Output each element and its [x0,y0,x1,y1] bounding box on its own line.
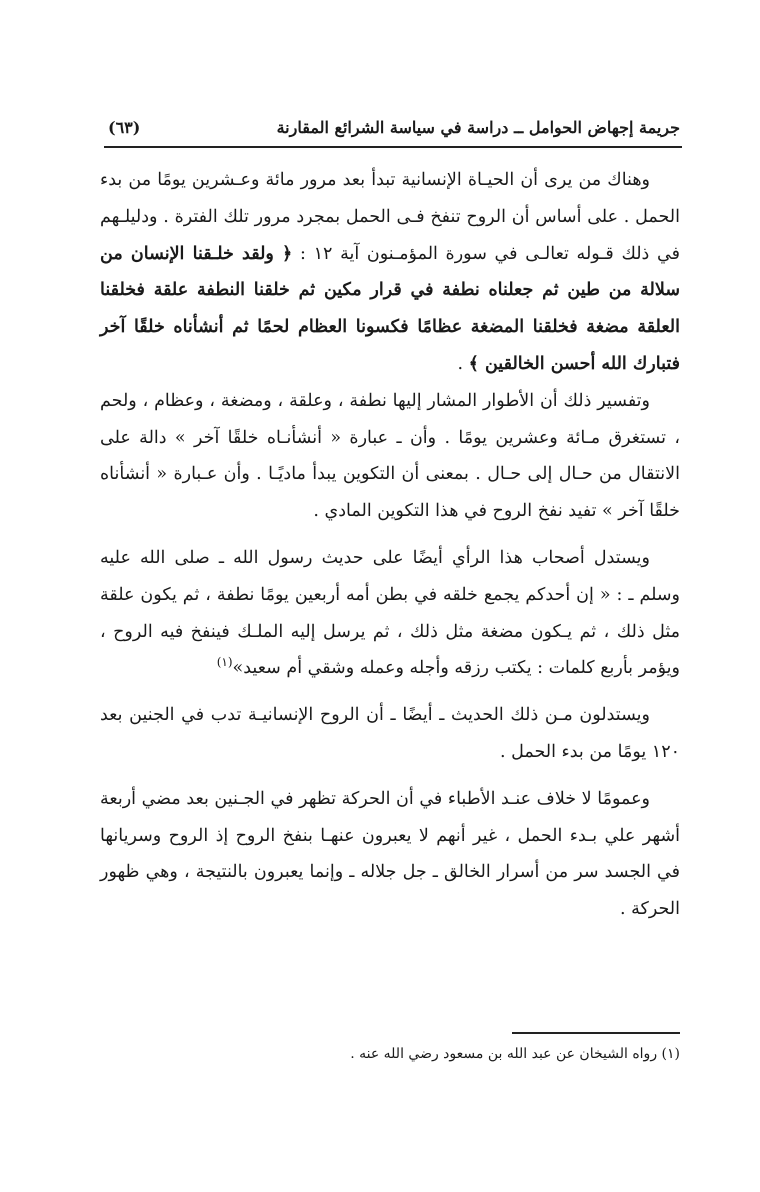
footnote: (١) رواه الشيخان عن عبد الله بن مسعود رضي الله عنه . [350,1046,680,1062]
paragraph-1-end: . [457,353,469,374]
paragraph-5: وعمومًا لا خلاف عنـد الأطباء في أن الحركة تظهر في الجـنين بعد مضي أربعة أشهر علي بـدء الحمل ، غير أنهم لا يعبرون عنهـا بنفخ الروح إذ الروح وسريانها في الجسد سر من أسرار الخالق ـ جل جلاله ـ وإنما يعبرون بالنتيجة ، وهي ظهور الحركة . [100,788,680,920]
paragraph-1 [100,162,680,383]
page-number: (٦٣) [108,117,141,137]
page-header [108,112,680,142]
footnote-divider [512,1032,680,1034]
header-divider [104,146,682,148]
quran-verse: ﴿ ولقد خلـقنا الإنسان من سلالة من طين ثم جعلناه نطفة في قرار مكين ثم خلقنا النطفة علقة فخلقنا العلقة مضغة فخلقنا المضغة عظامًا فكسونا العظام لحمًا ثم أنشأناه خلقًا آخر فتبارك الله أحسن الخالقين ﴾ [100,243,680,374]
footnote-marker: (١) [216,655,233,670]
hadith-text: ويستدل أصحاب هذا الرأي أيضًا على حديث رسول الله ـ صلى الله عليه وسلم ـ : « إن أحدكم يجمع خلقه في بطن أمه أربعين يومًا نطفة ، ثم يكون علقة مثل ذلك ، ثم يـكون مضغة مثل ذلك ، ثم يرسل إليه الملـك فينفخ فيه الروح ، ويؤمر بأربع كلمات : يكتب رزقه وأجله وعمله وشقي أم سعيد» [100,547,680,679]
paragraph-3 [100,540,680,687]
running-title: جريمة إجهاض الحوامل ــ دراسة في سياسة الشرائع المقارنة [276,117,680,137]
paragraph-1-text: وهناك من يرى أن الحيـاة الإنسانية تبدأ بعد مرور مائة وعـشرين يومًا من بدء الحمل . على أساس أن الروح تنفخ فـى الحمل بمجرد مرور تلك الفترة . ودليلـهم في ذلك قـوله تعالـى في سورة المؤمـنون آية ١٢ : [100,170,680,264]
paragraph-4: ويستدلون مـن ذلك الحديث ـ أيضًا ـ أن الروح الإنسانيـة تدب في الجنين بعد ١٢٠ يومًا من بدء الحمل . [100,705,680,762]
main-text [100,162,680,938]
paragraph-2: وتفسير ذلك أن الأطوار المشار إليها نطفة ، وعلقة ، ومضغة ، وعظام ، ولحم ، تستغرق مـائة وعشرين يومًا . وأن ـ عبارة « أنشأنـاه خلقًا آخر » دالة على الانتقال من حـال إلى حـال . بمعنى أن التكوين يبدأ ماديًـا . وأن عـبارة « أنشأناه خلقًا آخر » تفيد نفخ الروح في هذا التكوين المادي . [100,390,680,522]
